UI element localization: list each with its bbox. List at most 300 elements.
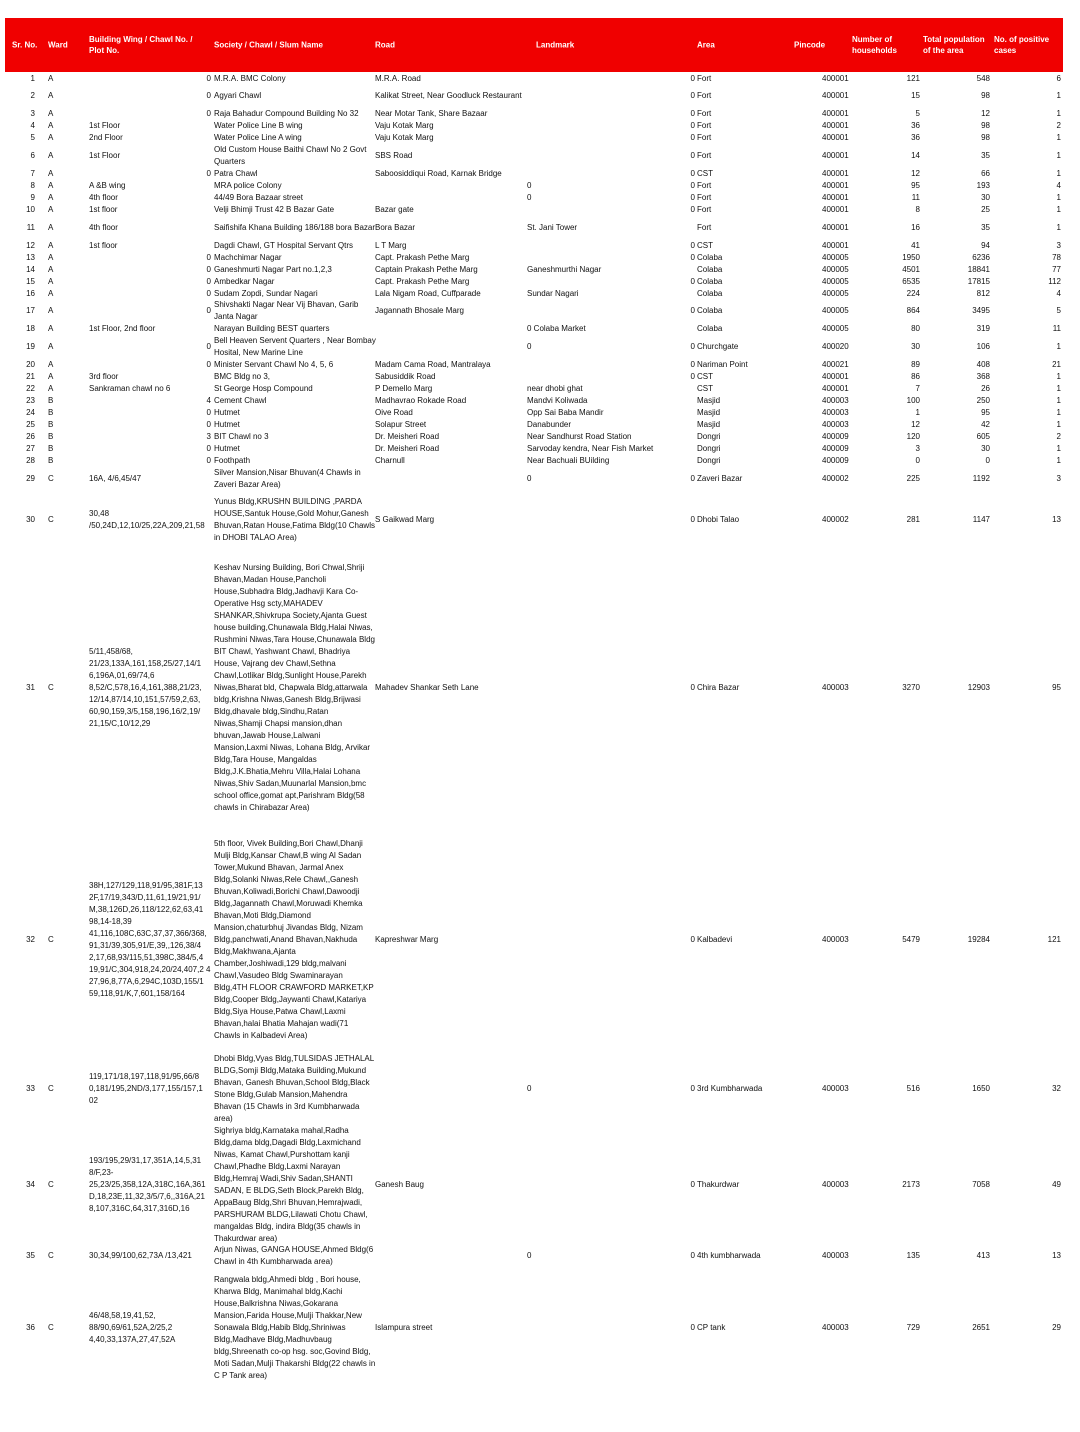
cell-households: 1 [915,408,920,417]
cell-building: 1st floor [89,241,118,250]
cell-landmark: Danabunder [527,420,572,429]
cell-households: 41 [911,241,920,250]
cell-ward: A [48,306,54,315]
cell-ward: A [48,241,54,250]
cell-households: 4501 [902,265,920,274]
cell-pincode: 400005 [822,253,849,262]
cell-area: Colaba [697,289,723,298]
cell-population: 66 [981,169,990,178]
cell-positive: 1 [1056,109,1061,118]
cell-road: Mahadev Shankar Seth Lane [375,683,479,692]
cell-landmark: Near Sandhurst Road Station [527,432,632,441]
cell-positive: 1 [1056,408,1061,417]
cell-area: Masjid [697,396,721,405]
cell-building: 5/11,458/68, 21/23,133A,161,158,25/27,14/1 6,196A,01,69/74,6 8,52/C,578,16,4,161,388,21/23, 12/14,87/14,10,151,57/59,2,63, 60,90,159,3/5,158,196,16/2,19/ 21,15/C,10/12,29 [89,647,202,728]
cell-pincode: 400001 [822,384,849,393]
cell-road: Kapreshwar Marg [375,935,439,944]
cell-area: Colaba [697,265,723,274]
cell-positive: 1 [1056,169,1061,178]
cell-positive: 112 [1048,277,1061,286]
header-landmark: Landmark [536,40,575,50]
cell-society: Silver Mansion,Nisar Bhuvan(4 Chawls in Zaveri Bazar Area) [214,468,361,489]
cell-landmark: 0 [527,342,532,351]
cell-area: Dongri [697,444,721,453]
cell-society: Agyari Chawl [214,91,262,100]
cell-positive: 29 [1052,1323,1061,1332]
cell-ward: A [48,109,54,118]
cell-pincode: 400020 [822,342,849,351]
cell-sr-no: 1 [30,74,35,83]
cell-landmark: Sundar Nagari [527,289,579,298]
cell-landmark: Opp Sai Baba Mandir [527,408,604,417]
cell-zero-marker: 0 [690,515,695,524]
cell-positive: 1 [1056,205,1061,214]
cell-households: 36 [911,121,920,130]
cell-road: Madhavrao Rokade Road [375,396,467,405]
cell-building: A &B wing [89,181,126,190]
cell-area: Dhobi Talao [697,515,740,524]
cell-zero-marker: 0 [206,289,211,298]
cell-area: Fort [697,193,712,202]
cell-population: 106 [976,342,990,351]
cell-society: Arjun Niwas, GANGA HOUSE,Ahmed Bldg(6 Chawl in 4th Kumbharwada area) [214,1245,374,1266]
cell-ward: B [48,444,54,453]
cell-sr-no: 20 [26,360,35,369]
cell-zero-marker: 0 [690,253,695,262]
cell-positive: 95 [1052,683,1061,692]
cell-road: Capt. Prakash Pethe Marg [375,253,470,262]
cell-population: 26 [981,384,990,393]
cell-landmark: Mandvi Koliwada [527,396,588,405]
cell-road: Captain Prakash Pethe Marg [375,265,478,274]
cell-ward: A [48,372,54,381]
cell-ward: B [48,408,54,417]
cell-households: 5479 [902,935,920,944]
cell-road: Near Motar Tank, Share Bazaar [375,109,488,118]
cell-road: Sabusiddik Road [375,372,436,381]
cell-positive: 2 [1056,121,1061,130]
cell-zero-marker: 0 [690,1084,695,1093]
cell-ward: A [48,74,54,83]
cell-zero-marker: 0 [690,360,695,369]
cell-households: 225 [906,474,920,483]
cell-population: 30 [981,444,990,453]
cell-households: 16 [911,223,920,232]
cell-households: 224 [906,289,920,298]
cell-population: 812 [976,289,990,298]
cell-society: Patra Chawl [214,169,258,178]
cell-population: 1192 [972,474,990,483]
cell-zero-marker: 0 [690,181,695,190]
cell-zero-marker: 4 [206,396,211,405]
cell-sr-no: 18 [26,324,35,333]
cell-zero-marker: 0 [206,456,211,465]
cell-sr-no: 23 [26,396,35,405]
cell-positive: 3 [1056,241,1061,250]
cell-households: 120 [906,432,920,441]
cell-zero-marker: 0 [206,253,211,262]
cell-sr-no: 35 [26,1251,35,1260]
cell-positive: 4 [1056,289,1061,298]
cell-road: Oive Road [375,408,413,417]
cell-population: 12903 [967,683,990,692]
cell-society: 44/49 Bora Bazaar street [214,193,303,202]
cell-road: P Demello Marg [375,384,433,393]
cell-households: 7 [915,384,920,393]
cell-ward: C [48,515,54,524]
cell-pincode: 400009 [822,456,849,465]
cell-society: Cement Chawl [214,396,267,405]
cell-area: Fort [697,205,712,214]
cell-households: 121 [906,74,920,83]
cell-zero-marker: 0 [690,342,695,351]
cell-positive: 78 [1052,253,1061,262]
cell-road: Vaju Kotak Marg [375,133,434,142]
cell-households: 516 [906,1084,920,1093]
cell-pincode: 400005 [822,324,849,333]
cell-area: Colaba [697,253,723,262]
cell-sr-no: 16 [26,289,35,298]
cell-pincode: 400001 [822,241,849,250]
cell-area: Fort [697,181,712,190]
cell-road: Lala Nigam Road, Cuffparade [375,289,481,298]
cell-landmark: 0 [527,193,532,202]
cell-zero-marker: 0 [690,109,695,118]
cell-ward: A [48,133,54,142]
cell-population: 1650 [972,1084,990,1093]
cell-population: 319 [976,324,990,333]
cell-society: Old Custom House Baithi Chawl No 2 Govt Quarters [214,145,367,166]
cell-ward: A [48,205,54,214]
cell-pincode: 400003 [822,396,849,405]
cell-population: 12 [981,109,990,118]
cell-ward: C [48,1084,54,1093]
cell-building: 46/48,58,19,41,52, 88/90,69/61,52A,2/25,2 4,40,33,137A,27,47,52A [89,1311,176,1344]
cell-ward: A [48,360,54,369]
cell-ward: A [48,324,54,333]
cell-pincode: 400005 [822,306,849,315]
cell-sr-no: 5 [30,133,35,142]
cell-ward: C [48,935,54,944]
cell-pincode: 400003 [822,420,849,429]
cell-area: Chira Bazar [697,683,740,692]
cell-road: Madam Cama Road, Mantralaya [375,360,491,369]
cell-positive: 6 [1056,74,1061,83]
cell-population: 17815 [967,277,990,286]
cell-zero-marker: 0 [206,306,211,315]
cell-positive: 4 [1056,181,1061,190]
cell-positive: 1 [1056,396,1061,405]
cell-landmark: Ganeshmurthi Nagar [527,265,602,274]
cell-pincode: 400005 [822,277,849,286]
cell-area: Colaba [697,277,723,286]
cell-ward: B [48,432,54,441]
cell-population: 3495 [972,306,990,315]
cell-households: 729 [906,1323,920,1332]
cell-sr-no: 7 [30,169,35,178]
cell-positive: 5 [1056,306,1061,315]
cell-road: Charnull [375,456,405,465]
cell-area: 4th kumbharwada [697,1251,761,1260]
cell-ward: A [48,91,54,100]
cell-ward: A [48,193,54,202]
cell-area: CP tank [697,1323,726,1332]
cell-households: 89 [911,360,920,369]
cell-population: 408 [976,360,990,369]
cell-positive: 77 [1052,265,1061,274]
cell-positive: 32 [1052,1084,1061,1093]
cell-population: 94 [981,241,990,250]
cell-zero-marker: 0 [690,193,695,202]
cell-area: Fort [697,121,712,130]
cell-pincode: 400002 [822,515,849,524]
cell-zero-marker: 0 [206,360,211,369]
cell-pincode: 400001 [822,121,849,130]
cell-society: M.R.A. BMC Colony [214,74,286,83]
cell-building: 38H,127/129,118,91/95,381F,13 2F,17/19,343/D,11,61,19/21,91/ M,38,126D,26,118/122,62,63,41 98,14-18,39 41,116,108C,63C,37,37,366/368, 91,31/39,305,91/E,39,,126,38/4 2,17,68,93/115,51,398C,384/5,4 19,91/C,304,918,24,20/24,407,2 4 27,96,8,77A,6,294C,103D,155/1 59,118,91/K,7,601,158/164 [89,881,211,998]
cell-sr-no: 13 [26,253,35,262]
cell-pincode: 400001 [822,133,849,142]
cell-landmark: St. Jani Tower [527,223,578,232]
cell-households: 6535 [902,277,920,286]
cell-zero-marker: 0 [690,306,695,315]
cell-positive: 1 [1056,151,1061,160]
cell-positive: 1 [1056,456,1061,465]
cell-households: 36 [911,133,920,142]
cell-ward: A [48,289,54,298]
cell-ward: C [48,474,54,483]
cell-building: 4th floor [89,193,118,202]
cell-zero-marker: 0 [206,408,211,417]
cell-positive: 1 [1056,91,1061,100]
cell-sr-no: 4 [30,121,35,130]
cell-building: 1st Floor [89,121,121,130]
header-area: Area [697,40,715,50]
cell-positive: 13 [1052,515,1061,524]
cell-sr-no: 6 [30,151,35,160]
cell-ward: A [48,277,54,286]
cell-sr-no: 25 [26,420,35,429]
cell-area: CST [697,241,713,250]
cell-society: Sudam Zopdi, Sundar Nagari [214,289,318,298]
cell-pincode: 400001 [822,109,849,118]
cell-pincode: 400001 [822,151,849,160]
cell-road: Capt. Prakash Pethe Marg [375,277,470,286]
cell-zero-marker: 0 [690,91,695,100]
cell-building: 30,34,99/100,62,73A /13,421 [89,1251,192,1260]
cell-zero-marker: 0 [690,133,695,142]
cell-area: CST [697,384,713,393]
cell-positive: 49 [1052,1180,1061,1189]
cell-households: 11 [911,193,920,202]
cell-ward: A [48,151,54,160]
cell-road: Vaju Kotak Marg [375,121,434,130]
cell-sr-no: 34 [26,1180,35,1189]
cell-sr-no: 24 [26,408,35,417]
cell-sr-no: 17 [26,306,35,315]
cell-road: Dr. Meisheri Road [375,432,440,441]
cell-road: Kalikat Street, Near Goodluck Restaurant [375,91,522,100]
cell-area: Colaba [697,306,723,315]
cell-society: Hutmet [214,420,240,429]
cell-pincode: 400005 [822,265,849,274]
cell-sr-no: 11 [26,223,35,232]
cell-sr-no: 3 [30,109,35,118]
cell-pincode: 400003 [822,1180,849,1189]
cell-society: 5th floor, Vivek Building,Bori Chawl,Dhanji Mulji Bldg,Kansar Chawl,B wing Al Sadan Tower,Mukund Bhavan, Jarmal Anex Bldg,Solanki Niwas,Rele Chawl,,Ganesh Bhuvan,Koliwadi,Borichi Chawl,Dawoodji Bldg,Jagannath Chawl,Moruwadi Khemka Bhavan,Moti Bldg,Diamond Mansion,chaturbhuj Jivandas Bldg, Nizam Bldg,panchwati,Anand Bhavan,Nakhuda Bldg,Makhwana,Ajanta Chamber,Joshiwadi,129 bldg,malvani Chawl,Vasudeo Bldg Swaminarayan Bldg,4TH FLOOR CRAWFORD MARKET,KP Bldg,Cooper Bldg,Jaywanti Chawl,Katariya Bldg,Siya House,Patwa Chawl,Laxmi Bhavan,halai Bhatia Mahajan wadi(71 Chawls in Kalbadevi Area) [214,839,374,1040]
cell-ward: A [48,169,54,178]
cell-households: 3270 [902,683,920,692]
cell-households: 135 [906,1251,920,1260]
cell-ward: A [48,253,54,262]
cell-population: 193 [976,181,990,190]
cell-area: Dongri [697,432,721,441]
cell-population: 250 [976,396,990,405]
cell-building: Sankraman chawl no 6 [89,384,171,393]
cell-area: Kalbadevi [697,935,733,944]
cell-road: M.R.A. Road [375,74,421,83]
cell-area: Fort [697,91,712,100]
cell-positive: 1 [1056,384,1061,393]
cell-households: 8 [915,205,920,214]
cell-society: Keshav Nursing Building, Bori Chwal,Shriji Bhavan,Madan House,Pancholi House,Subhadra Bldg,Jadhavji Kara Co-Operative Hsg scty,MAHADEV SHANKAR,Shivkrupa Society,Ajanta Guest house building,Chunawala Bldg,Halai Niwas, Rushmini Niwas,Tara House,Chunawala Bldg BIT Chawl, Yashwant Chawl, Bhadriya House, Vajrang dev Chawl,Sethna Chawl,Lotlikar Bldg,Sunlight House,Parekh Niwas,Bharat bld, Chapwala Bldg,attarwala bldg,Krishna Niwas,Ganesh Bldg,Brijwasi Bldg,dhavale bldg,Sindhu,Ratan Niwas,Shamji Chapsi mansion,dhan bhuvan,Jawab House,Lalwani Mansion,Laxmi Niwas, Lohana Bldg, Arvikar Bldg,Tara House, Mangaldas Bldg,J.K.Bhatia,Mehru Villa,Halai Lohana Niwas,Shiv Sadan,Muunarlal Mansion,bmc school office,gomat apt,Parishram Bldg(58 chawls in Chirabazar Area) [214,563,375,812]
header-positive: No. of positive cases [994,35,1050,55]
cell-zero-marker: 0 [690,277,695,286]
cell-zero-marker: 0 [206,277,211,286]
cell-zero-marker: 3 [206,432,211,441]
cell-zero-marker: 0 [690,372,695,381]
cell-area: Fort [697,133,712,142]
cell-ward: A [48,223,54,232]
cell-pincode: 400001 [822,205,849,214]
cell-society: Yunus Bldg,KRUSHN BUILDING ,PARDA HOUSE,Santuk House,Gold Mohur,Ganesh Bhuvan,Ratan House,Fatima Bldg(10 Chawls in DHOBI TALAO Area) [214,497,375,542]
cell-positive: 1 [1056,223,1061,232]
cell-population: 25 [981,205,990,214]
cell-households: 15 [911,91,920,100]
cell-society: Dagdi Chawl, GT Hospital Servant Qtrs [214,241,354,250]
cell-population: 35 [981,151,990,160]
cell-pincode: 400005 [822,289,849,298]
cell-pincode: 400003 [822,935,849,944]
cell-area: Fort [697,223,712,232]
cell-population: 42 [981,420,990,429]
cell-area: Zaveri Bazar [697,474,743,483]
header-society: Society / Chawl / Slum Name [214,40,323,50]
cell-ward: A [48,121,54,130]
cell-sr-no: 26 [26,432,35,441]
cell-building: 4th floor [89,223,118,232]
cell-households: 281 [906,515,920,524]
cell-society: Hutmet [214,444,240,453]
cell-positive: 1 [1056,420,1061,429]
cell-society: Saifishifa Khana Building 186/188 bora Bazar [214,223,375,232]
cell-zero-marker: 0 [690,121,695,130]
cell-sr-no: 31 [26,683,35,692]
cell-sr-no: 10 [26,205,35,214]
cell-road: Saboosiddiqui Road, Karnak Bridge [375,169,502,178]
cell-landmark: 0 [527,1084,532,1093]
cell-zero-marker: 0 [690,1180,695,1189]
cell-society: Ambedkar Nagar [214,277,275,286]
cell-building: 3rd floor [89,372,119,381]
cell-sr-no: 28 [26,456,35,465]
cell-road: SBS Road [375,151,413,160]
cell-landmark: Sarvoday kendra, Near Fish Market [527,444,654,453]
cell-society: MRA police Colony [214,181,282,190]
cell-society: Water Police Line A wing [214,133,302,142]
cell-households: 80 [911,324,920,333]
cell-building: 1st floor [89,205,118,214]
cell-pincode: 400003 [822,1084,849,1093]
cell-ward: C [48,1251,54,1260]
cell-households: 30 [911,342,920,351]
cell-zero-marker: 0 [206,420,211,429]
cell-ward: B [48,420,54,429]
cell-road: Dr. Meisheri Road [375,444,440,453]
cell-road: Bora Bazar [375,223,416,232]
cell-zero-marker: 0 [206,444,211,453]
data-table [5,18,1063,1380]
cell-society: Sighriya bldg,Karnataka mahal,Radha Bldg,dama bldg,Dagadi Bldg,Laxmichand Niwas, Kamat Chawl,Purshottam kanji Chawl,Phadhe Bldg,Laxmi Narayan Bldg,Hemraj Wadi,Shiv Sadan,SHANTI SADAN, E BLDG,Seth Block,Parekh Bldg, AppaBaug Bldg,Shri Bhuvan,Hemrajwadi, PARSHURAM BLDG,Lilawati Chotu Chawl, mangaldas Bldg, indira Bldg(35 chawls in Thakurdwar area) [214,1126,368,1243]
cell-building: 119,171/18,197,118,91/95,66/8 0,181/195,2ND/3,177,155/157,1 02 [89,1072,203,1105]
cell-sr-no: 32 [26,935,35,944]
cell-households: 86 [911,372,920,381]
cell-society: St George Hosp Compound [214,384,313,393]
cell-ward: A [48,181,54,190]
cell-zero-marker: 0 [690,205,695,214]
cell-positive: 1 [1056,444,1061,453]
cell-zero-marker: 0 [690,241,695,250]
cell-area: Masjid [697,420,721,429]
cell-population: 1147 [972,515,990,524]
cell-society: BMC Bldg no 3, [214,372,271,381]
cell-road: Bazar gate [375,205,414,214]
cell-ward: B [48,396,54,405]
cell-road: Islampura street [375,1323,433,1332]
cell-sr-no: 29 [26,474,35,483]
cell-positive: 1 [1056,342,1061,351]
cell-sr-no: 8 [30,181,35,190]
cell-ward: C [48,1323,54,1332]
cell-sr-no: 12 [26,241,35,250]
cell-building: 16A, 4/6,45/47 [89,474,142,483]
cell-sr-no: 21 [26,372,35,381]
cell-pincode: 400003 [822,1323,849,1332]
cell-ward: C [48,1180,54,1189]
cell-sr-no: 33 [26,1084,35,1093]
cell-area: CST [697,169,713,178]
cell-households: 0 [915,456,920,465]
cell-population: 19284 [967,935,990,944]
cell-population: 98 [981,91,990,100]
cell-sr-no: 30 [26,515,35,524]
cell-area: CST [697,372,713,381]
cell-zero-marker: 0 [690,151,695,160]
cell-zero-marker: 0 [206,74,211,83]
header-ward: Ward [48,40,68,50]
cell-population: 2651 [972,1323,990,1332]
cell-zero-marker: 0 [206,91,211,100]
cell-households: 5 [915,109,920,118]
cell-pincode: 400001 [822,74,849,83]
cell-ward: A [48,384,54,393]
cell-households: 100 [906,396,920,405]
cell-households: 12 [911,169,920,178]
cell-zero-marker: 0 [206,169,211,178]
cell-society: Dhobi Bldg,Vyas Bldg,TULSIDAS JETHALAL BLDG,Somji Bldg,Mataka Building,Mukund Bhavan, Ganesh Bhuvan,School Bldg,Black Stone Bldg,Gulab Mansion,Mahendra Bhavan (15 Chawls in 3rd Kumbharwada area) [214,1054,374,1123]
cell-landmark: 0 [527,1251,532,1260]
cell-pincode: 400009 [822,444,849,453]
